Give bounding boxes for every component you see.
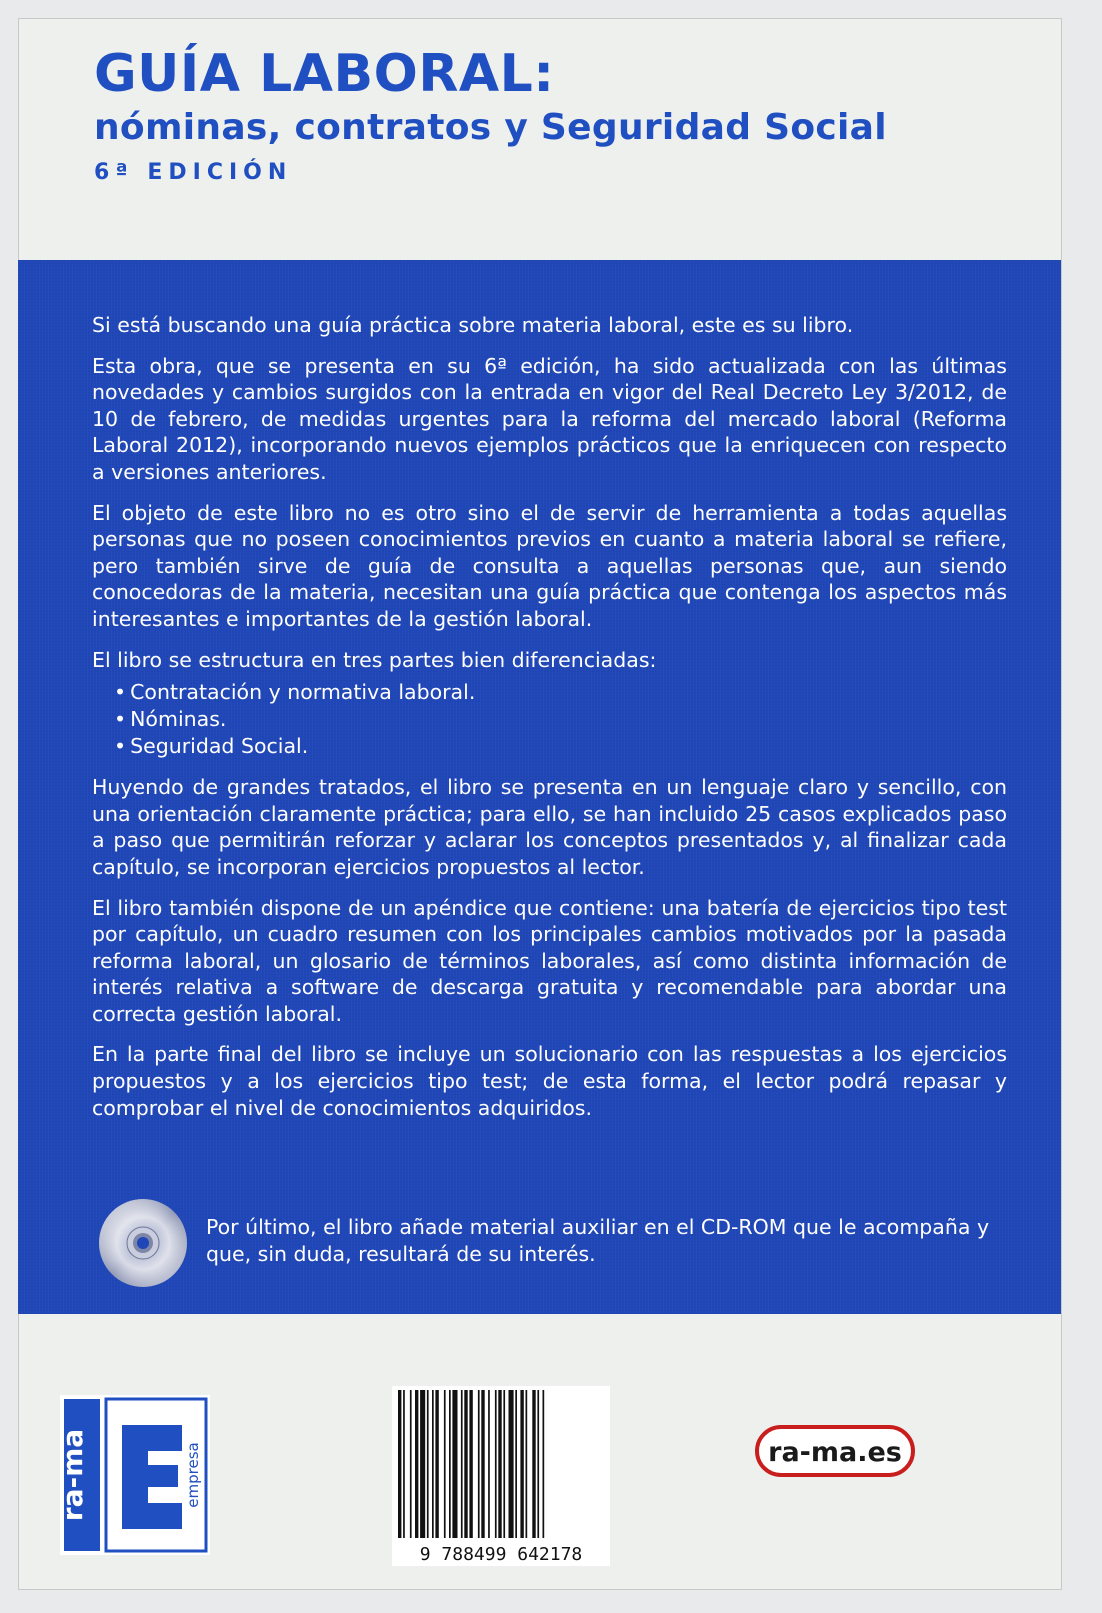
paragraph-approach: Huyendo de grandes tratados, el libro se presenta en un lenguaje claro y sencillo, con una orientación claramente práctica; para ello, se han incluido 25 casos explicados paso a paso que permitirán reforzar y aclarar los conceptos presentados y, al finalizar cada capítulo, se incorporan ejercicios propuestos al lector. — [92, 775, 1007, 879]
parts-list — [114, 679, 1007, 760]
barcode-bar — [515, 1390, 517, 1538]
description-panel — [18, 260, 1061, 1314]
barcode-bar — [410, 1390, 412, 1538]
list-item: • Seguridad Social. — [114, 733, 1007, 760]
list-item: • Nóminas. — [114, 706, 1007, 733]
list-item: • Contratación y normativa laboral. — [114, 679, 1007, 706]
intro-paragraph: Si está buscando una guía práctica sobre materia laboral, este es su libro. — [92, 313, 854, 337]
barcode-bar — [488, 1390, 490, 1538]
paragraph-edition: Esta obra, que se presenta en su 6ª edición, ha sido actualizada con las últimas novedades y cambios surgidos con la entrada en vigor del Real Decreto Ley 3/2012, de 10 de febrero, de medidas urgentes para la reforma del mercado laboral (Reforma Laboral 2012), incorporando nuevos ejemplos prácticos que la enriquecen con respecto a versiones anteriores. — [92, 353, 1007, 484]
barcode-bar — [444, 1390, 446, 1538]
barcode-bar — [420, 1390, 425, 1538]
barcode-bar — [543, 1390, 545, 1538]
barcode-bar — [526, 1390, 528, 1538]
cd-rom-text: Por último, el libro añade material auxiliar en el CD-ROM que le acompaña y que, sin duda, resultará de su interés. — [206, 1215, 990, 1266]
cd-rom-icon — [98, 1198, 188, 1288]
rama-empresa-logo — [56, 1395, 210, 1555]
paragraph-appendix: El libro también dispone de un apéndice que contiene: una batería de ejercicios tipo test por capítulo, un cuadro resumen con los principales cambios motivados por la pasada reforma laboral, un glosario de términos laborales, así como distinta información de interés relativa a software de descarga gratuita y recomendable para abordar una correcta gestión laboral. — [92, 895, 1007, 1026]
paragraph-solutions: En la parte final del libro se incluye un solucionario con las respuestas a los ejercicios propuestos y a los ejercicios tipo test; de esta forma, el lector podrá repasar y comprobar el nivel de conocimientos adquiridos. — [92, 1042, 1007, 1120]
barcode-bar — [495, 1390, 497, 1538]
edition-label: 6ª EDICIÓN — [94, 160, 293, 185]
barcode-bar — [464, 1390, 467, 1538]
barcode-bar — [415, 1390, 418, 1538]
rama-es-logo — [755, 1423, 915, 1479]
barcode-bar — [435, 1390, 438, 1538]
website-label: ra-ma.es — [768, 1437, 902, 1468]
logo-brand-text: ra-ma — [56, 1428, 89, 1522]
barcode-bar — [481, 1390, 484, 1538]
title-block — [94, 42, 887, 185]
barcode-bar — [532, 1390, 535, 1538]
cd-rom-note — [98, 1196, 1028, 1286]
barcode-bar — [403, 1390, 405, 1538]
logo-e-letter — [122, 1425, 182, 1529]
barcode-bar — [503, 1390, 505, 1538]
barcode-bar — [398, 1390, 401, 1538]
isbn-digits: 9 788499 642178 — [419, 1544, 583, 1565]
barcode-bar — [452, 1390, 457, 1538]
description-text — [92, 312, 1007, 1135]
book-subtitle: nóminas, contratos y Seguridad Social — [94, 107, 887, 148]
barcode-bar — [449, 1390, 451, 1538]
barcode-bar — [469, 1390, 472, 1538]
logo-series-text: empresa — [184, 1442, 202, 1508]
barcode-bar — [520, 1390, 523, 1538]
barcode-bar — [427, 1390, 429, 1538]
barcode-bar — [478, 1390, 480, 1538]
barcode-bar — [432, 1390, 434, 1538]
barcode-bar — [537, 1390, 539, 1538]
barcode — [392, 1386, 610, 1566]
paragraph-purpose: El objeto de este libro no es otro sino el de servir de herramienta a todas aquellas personas que no poseen conocimientos previos en cuanto a materia laboral se refiere, pero también sirve de guía de consulta a aquellas personas que, aun siendo conocedoras de la materia, necesitan una guía práctica que contenga los aspectos más interesantes e importantes de la gestión laboral. — [92, 500, 1007, 631]
barcode-bar — [498, 1390, 501, 1538]
barcode-bar — [461, 1390, 463, 1538]
book-title: GUÍA LABORAL: — [94, 44, 555, 104]
barcode-bar — [509, 1390, 514, 1538]
paragraph-structure: El libro se estructura en tres partes bien diferenciadas: — [92, 647, 657, 672]
